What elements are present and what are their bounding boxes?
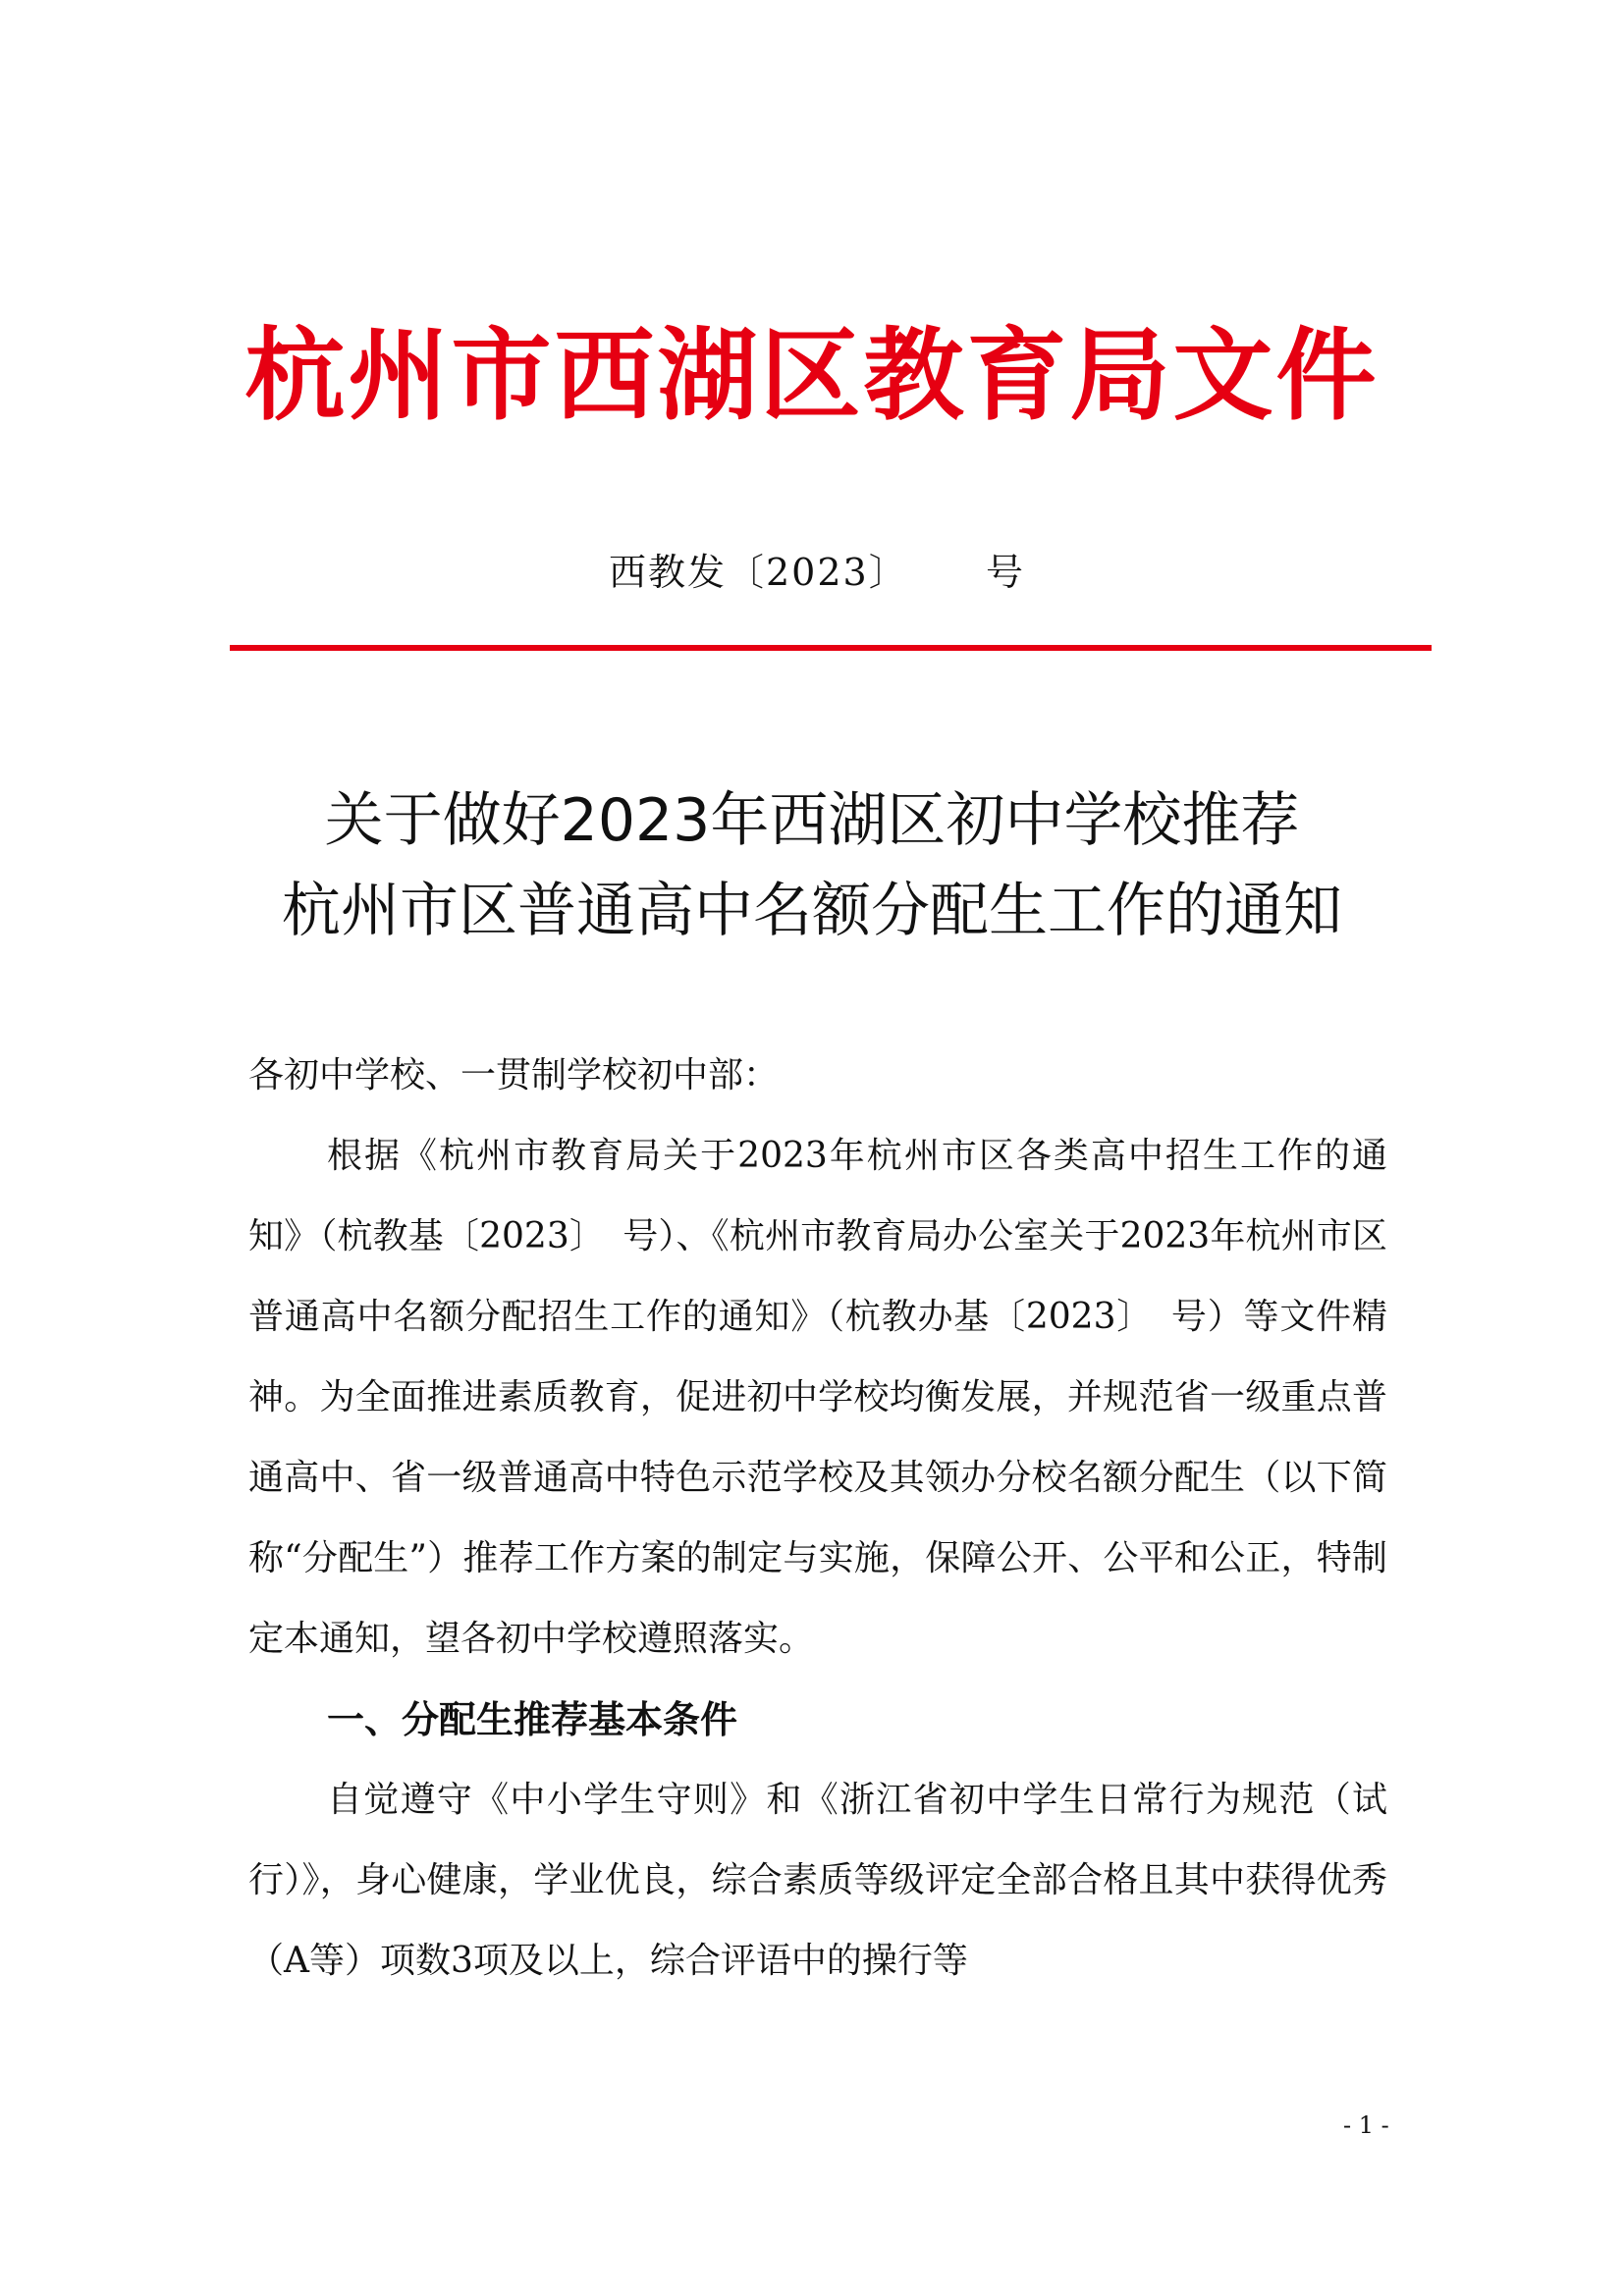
section-heading: 一、分配生推荐基本条件 (327, 1698, 738, 1741)
notice-title (157, 775, 1467, 956)
body-paragraph: 根据《杭州市教育局关于2023年杭州市区各类高中招生工作的通知》（杭教基〔2023〕 号）、《杭州市教育局办公室关于2023年杭州市区普通高中名额分配招生工作的通知》（杭教办基〔2023〕 号）等文件精神。为全面推进素质教育，促进初中学校均衡发展，并规范省一级重点普通高中、省一级普通高中特色示范学校及其领办分校名额分配生（以下简称“分配生”）推荐工作方案的制定与实施，保障公开、公平和公正，特制定本通知，望各初中学校遵照落实。 (248, 1136, 1387, 1659)
red-separator-line (230, 645, 1432, 651)
document-body (248, 1036, 1387, 2002)
notice-title-line-1: 关于做好2023年西湖区初中学校推荐 (324, 786, 1300, 855)
document-number-suffix: 号 (986, 551, 1026, 594)
issuing-authority-header: 杭州市西湖区教育局文件 (244, 317, 1380, 435)
page-number: - 1 - (1343, 2111, 1389, 2139)
document-number (609, 545, 1026, 600)
addressee: 各初中学校、一贯制学校初中部： (248, 1055, 780, 1095)
body-paragraph: 自觉遵守《中小学生守则》和《浙江省初中学生日常行为规范（试行）》，身心健康，学业优良，综合素质等级评定全部合格且其中获得优秀（A等）项数3项及以上，综合评语中的操行等 (248, 1780, 1387, 1981)
document-number-prefix: 西教发〔2023〕 (609, 551, 908, 594)
notice-title-line-2: 杭州市区普通高中名额分配生工作的通知 (282, 877, 1342, 945)
